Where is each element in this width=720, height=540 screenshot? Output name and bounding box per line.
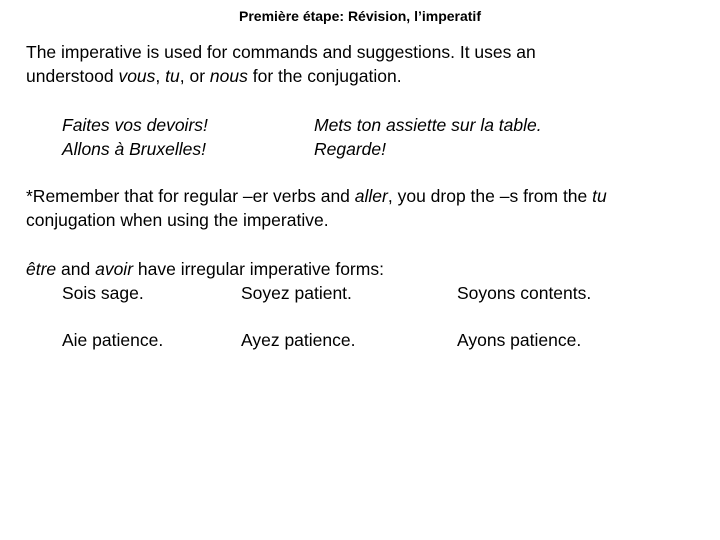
example-sentence: Faites vos devoirs!	[62, 115, 208, 135]
irregular-etre: être	[26, 259, 57, 279]
examples-right	[314, 113, 542, 161]
intro-or: , or	[179, 66, 210, 86]
intro-line-2	[26, 64, 536, 88]
form-avoir-vous: Ayez patience.	[241, 330, 356, 350]
intro-paragraph	[26, 40, 536, 88]
remember-text: , you drop the –s from the	[387, 186, 593, 206]
examples-left	[62, 113, 208, 161]
intro-line-1: The imperative is used for commands and suggestions. It uses an	[26, 42, 536, 62]
intro-vous: vous	[118, 66, 156, 86]
intro-end: for the conjugation.	[247, 66, 402, 86]
remember-text: *Remember that for regular –er verbs and	[26, 186, 355, 206]
remember-line-2: conjugation when using the imperative.	[26, 210, 329, 230]
example-sentence: Regarde!	[314, 139, 386, 159]
intro-tu: tu	[165, 66, 180, 86]
irregular-rest: have irregular imperative forms:	[133, 259, 384, 279]
intro-comma: ,	[155, 66, 166, 86]
example-sentence: Mets ton assiette sur la table.	[314, 115, 542, 135]
form-avoir-nous: Ayons patience.	[457, 330, 582, 350]
remember-note	[26, 184, 607, 232]
intro-nous: nous	[209, 66, 248, 86]
remember-aller: aller	[354, 186, 388, 206]
irregular-avoir: avoir	[95, 259, 134, 279]
form-etre-vous: Soyez patient.	[241, 283, 352, 303]
irregular-heading	[26, 257, 384, 281]
slide-title: Première étape: Révision, l’imperatif	[239, 8, 481, 24]
irregular-and: and	[56, 259, 96, 279]
intro-text: understood	[26, 66, 119, 86]
example-sentence: Allons à Bruxelles!	[62, 139, 206, 159]
form-etre-nous: Soyons contents.	[457, 283, 592, 303]
remember-line-1	[26, 184, 607, 208]
form-etre-tu: Sois sage.	[62, 283, 144, 303]
remember-tu: tu	[592, 186, 607, 206]
form-avoir-tu: Aie patience.	[62, 330, 164, 350]
